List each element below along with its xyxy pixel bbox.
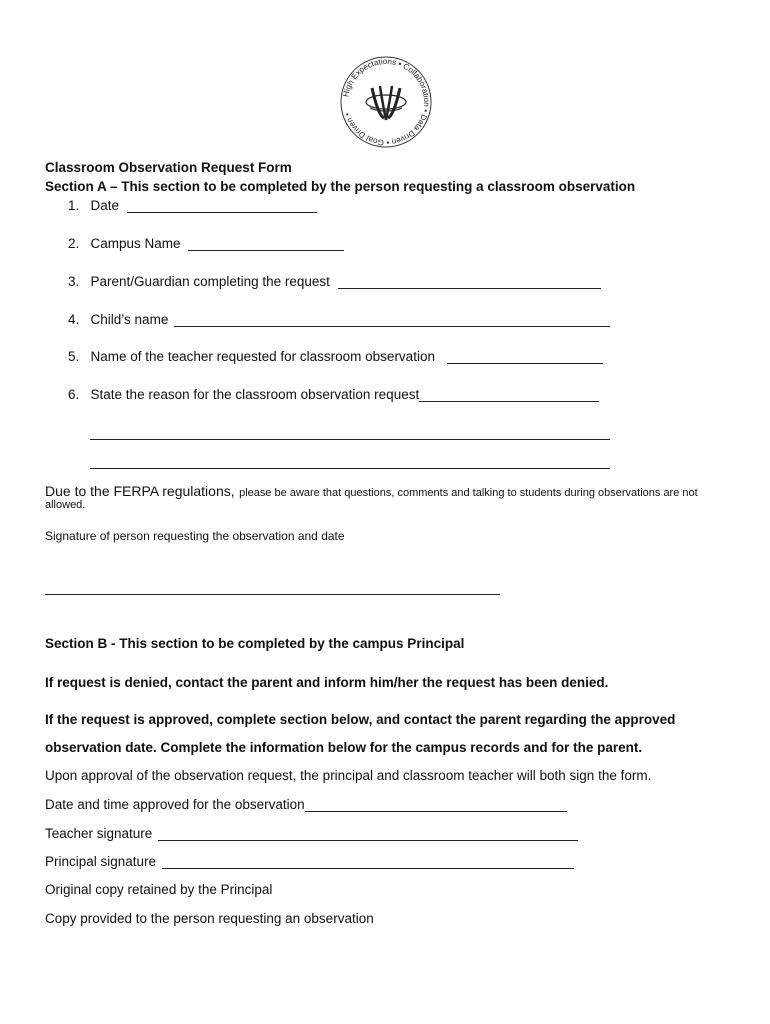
date-field[interactable] — [127, 198, 317, 213]
approved-instruction-2: observation date. Complete the information below for the campus records and for the parent. — [45, 740, 643, 755]
childs-name-field[interactable] — [174, 312, 610, 327]
signature-label: Signature of person requesting the observation and date — [45, 529, 345, 543]
ferpa-notice-cont: allowed. — [45, 499, 86, 511]
item-childs-name: 4. Child’s name — [68, 312, 610, 327]
section-a-heading: Section A – This section to be completed by the person requesting a classroom observation — [45, 179, 636, 194]
teacher-signature-field[interactable] — [158, 826, 578, 841]
approved-instruction-1: If the request is approved, complete section below, and contact the parent regarding the approved — [45, 712, 676, 727]
campus-name-field[interactable] — [188, 236, 344, 251]
reason-line-2[interactable] — [90, 425, 610, 440]
copy-provided-text: Copy provided to the person requesting an observation — [45, 911, 374, 926]
item-campus-name: 2. Campus Name — [68, 236, 344, 251]
parent-guardian-field[interactable] — [338, 274, 601, 289]
date-time-approved-field[interactable] — [305, 797, 567, 812]
svg-text:High Expectations • Collaborat — [341, 57, 431, 147]
item-teacher-name: 5. Name of the teacher requested for classroom observation — [68, 349, 603, 364]
reason-field[interactable] — [419, 387, 599, 402]
logo-emblem-icon — [366, 86, 406, 120]
date-time-approved: Date and time approved for the observation — [45, 797, 567, 812]
item-parent-guardian: 3. Parent/Guardian completing the request — [68, 274, 601, 289]
principal-signature-field[interactable] — [162, 854, 574, 869]
item-reason: 6. State the reason for the classroom observation request — [68, 387, 599, 402]
teacher-name-field[interactable] — [447, 349, 603, 364]
upon-approval-text: Upon approval of the observation request, the principal and classroom teacher will both sign the form. — [45, 768, 652, 783]
requester-signature-field[interactable] — [45, 580, 500, 595]
principal-signature: Principal signature — [45, 854, 574, 869]
denied-instruction: If request is denied, contact the parent and inform him/her the request has been denied. — [45, 675, 609, 690]
form-title: Classroom Observation Request Form — [45, 160, 292, 175]
original-copy-text: Original copy retained by the Principal — [45, 882, 273, 897]
section-b-heading: Section B - This section to be completed by the campus Principal — [45, 636, 465, 651]
item-date: 1. Date — [68, 198, 317, 213]
reason-line-3[interactable] — [90, 454, 610, 469]
logo-ring-text: High Expectations • Collaboration • Data Driven • Goal Driven • — [341, 56, 432, 148]
school-logo — [334, 50, 438, 154]
ferpa-notice: Due to the FERPA regulations, please be aware that questions, comments and talking to students during observations are not — [45, 483, 698, 499]
teacher-signature: Teacher signature — [45, 826, 578, 841]
